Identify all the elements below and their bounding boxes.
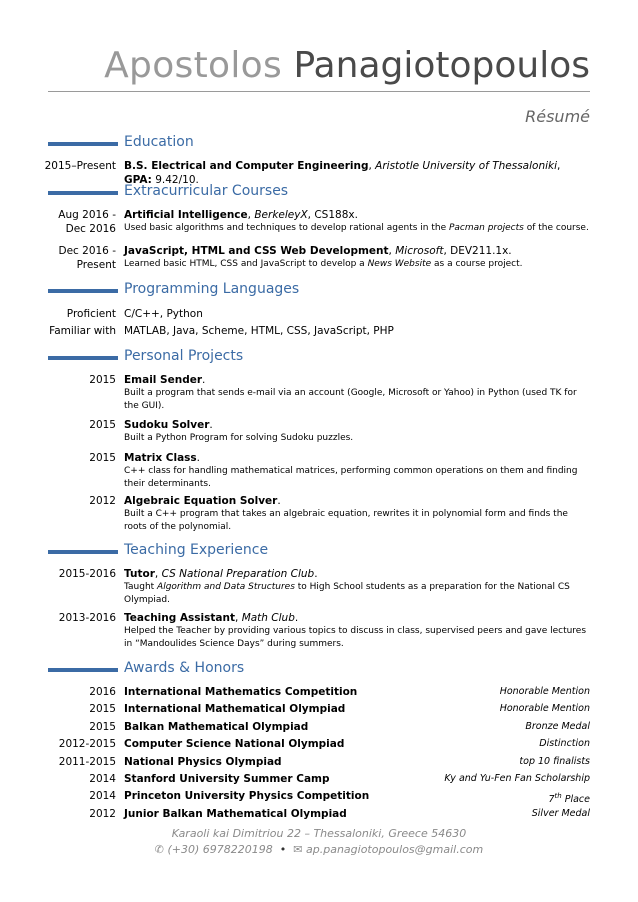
award-date: 2012 bbox=[89, 807, 116, 820]
project-name: Sudoku Solver bbox=[124, 419, 210, 431]
section-title: Programming Languages bbox=[124, 281, 300, 297]
first-name: Apostolos bbox=[104, 45, 283, 86]
projects-section bbox=[0, 349, 638, 536]
language-list: C/C++, Python bbox=[124, 308, 203, 320]
section-title: Teaching Experience bbox=[124, 542, 269, 558]
footer-phone[interactable]: (+30) 6978220198 bbox=[167, 843, 273, 856]
education-section bbox=[0, 134, 638, 186]
award-name: International Mathematical Olympiad bbox=[124, 703, 346, 716]
award-name: Stanford University Summer Camp bbox=[124, 772, 330, 785]
awards-list bbox=[0, 685, 638, 824]
course-name: JavaScript, HTML and CSS Web Development bbox=[124, 245, 389, 257]
teaching-description: Helped the Teacher by providing various topics to discuss in class, supervised peers and gave lectures in “Mandoulides Science Days” during summers. bbox=[124, 626, 587, 649]
teaching-description: Taught Algorithm and Data Structures to High School students as a preparation for the National CS Olympiad. bbox=[124, 582, 570, 605]
award-row bbox=[0, 755, 638, 772]
project-entry: 2012 Algebraic Equation Solver. Built a C++ program that takes an algebraic equation, rewrites it in polynomial form and finds the roots of the polynomial. bbox=[0, 494, 638, 536]
award-date: 2015 bbox=[89, 703, 116, 716]
award-result: Distinction bbox=[539, 738, 590, 750]
phone-icon: ✆ bbox=[154, 843, 164, 856]
entry-date: 2015-2016 bbox=[58, 568, 116, 580]
award-date: 2012-2015 bbox=[58, 738, 116, 751]
section-title: Education bbox=[124, 134, 194, 150]
course-entry: Dec 2016 - Present JavaScript, HTML and CSS Web Development, Microsoft, DEV211.1x. Learned basic HTML, CSS and JavaScript to develop a News Website as a course project. bbox=[0, 244, 638, 276]
entry-date-end: Present bbox=[76, 259, 116, 271]
section-title: Personal Projects bbox=[124, 348, 244, 364]
award-row bbox=[0, 807, 638, 824]
course-name: Artificial Intelligence bbox=[124, 209, 248, 221]
language-level: Proficient bbox=[66, 308, 116, 320]
award-date: 2016 bbox=[89, 686, 116, 698]
languages-section bbox=[0, 282, 638, 341]
language-row bbox=[0, 307, 638, 324]
course-entry: Aug 2016 - Dec 2016 Artificial Intelligence, BerkeleyX, CS188x. Used basic algorithms and techniques to develop rational agents in the Pacman projects of the course. bbox=[58, 209, 589, 235]
award-result: Honorable Mention bbox=[499, 686, 590, 697]
award-name: Computer Science National Olympiad bbox=[124, 738, 345, 751]
section-bar bbox=[48, 142, 118, 146]
degree: B.S. Electrical and Computer Engineering bbox=[124, 160, 369, 172]
section-bar bbox=[48, 191, 118, 195]
entry-date-end: Dec 2016 bbox=[65, 223, 116, 235]
section-bar bbox=[48, 668, 118, 672]
awards-section bbox=[0, 661, 638, 824]
award-result: Ky and Yu-Fen Fan Scholarship bbox=[444, 772, 590, 784]
award-name: Princeton University Physics Competition bbox=[124, 790, 370, 803]
header-rule bbox=[48, 91, 590, 92]
extracurricular-section bbox=[0, 184, 638, 276]
award-date: 2014 bbox=[89, 790, 116, 803]
entry-date: 2015 bbox=[89, 419, 116, 431]
award-name: Balkan Mathematical Olympiad bbox=[124, 720, 309, 733]
award-result: Bronze Medal bbox=[525, 720, 590, 732]
teaching-entry: 2015-2016 Tutor, CS National Preparation Club. Taught Algorithm and Data Structures to High School students as a preparation for the National CS Olympiad. bbox=[0, 567, 638, 611]
teaching-role: Tutor bbox=[124, 568, 155, 580]
award-row bbox=[0, 685, 638, 702]
resume-subtitle: Résumé bbox=[525, 107, 590, 126]
project-description: Built a C++ program that takes an algebraic equation, rewrites it in polynomial form and finds the roots of the polynomial. bbox=[124, 509, 568, 532]
award-row bbox=[0, 772, 638, 789]
section-title: Awards & Honors bbox=[124, 660, 245, 676]
resume-name bbox=[104, 45, 590, 86]
award-result: 7th Place bbox=[548, 792, 590, 806]
award-result: Honorable Mention bbox=[499, 703, 590, 715]
footer-address: Karaoli kai Dimitriou 22 – Thessaloniki, Greece 54630 bbox=[171, 827, 467, 840]
teaching-org: Math Club bbox=[241, 612, 295, 624]
award-date: 2011-2015 bbox=[58, 755, 116, 768]
course-code: CS188x. bbox=[314, 209, 358, 221]
award-result: Silver Medal bbox=[531, 807, 590, 819]
section-bar bbox=[48, 289, 118, 293]
award-name: Junior Balkan Mathematical Olympiad bbox=[124, 807, 347, 820]
gpa-value: 9.42/10. bbox=[155, 174, 199, 186]
entry-date-start: Aug 2016 - bbox=[58, 209, 116, 221]
footer-contact bbox=[0, 843, 638, 856]
project-name: Matrix Class bbox=[124, 452, 197, 464]
envelope-icon: ✉ bbox=[293, 843, 303, 856]
language-list: MATLAB, Java, Scheme, HTML, CSS, JavaScript, PHP bbox=[124, 325, 394, 337]
award-result: top 10 finalists bbox=[519, 755, 590, 767]
award-date: 2015 bbox=[89, 720, 116, 733]
section-bar bbox=[48, 550, 118, 554]
section-title: Extracurricular Courses bbox=[124, 183, 289, 199]
award-name: National Physics Olympiad bbox=[124, 755, 282, 768]
award-row bbox=[0, 789, 638, 806]
course-description: Learned basic HTML, CSS and JavaScript to develop a News Website as a course project. bbox=[124, 259, 523, 269]
language-level: Familiar with bbox=[49, 325, 116, 337]
footer-email[interactable]: ap.panagiotopoulos@gmail.com bbox=[306, 843, 484, 856]
education-entry: 2015–Present B.S. Electrical and Computer Engineering, Aristotle University of Thessaloniki, GPA: 9.42/10. bbox=[44, 160, 561, 186]
footer-separator: • bbox=[279, 843, 287, 856]
entry-date: 2013-2016 bbox=[58, 612, 116, 624]
award-row bbox=[0, 737, 638, 754]
course-provider: Microsoft bbox=[395, 245, 444, 257]
course-description: Used basic algorithms and techniques to develop rational agents in the Pacman projects of the course. bbox=[124, 223, 589, 233]
award-row bbox=[0, 720, 638, 737]
project-description: Built a Python Program for solving Sudoku puzzles. bbox=[124, 433, 354, 443]
award-name: International Mathematics Competition bbox=[124, 686, 358, 698]
teaching-section bbox=[0, 543, 638, 653]
teaching-entry: 2013-2016 Teaching Assistant, Math Club. Helped the Teacher by providing various topics to discuss in class, supervised peers and gave lectures in “Mandoulides Science Days” during summers. bbox=[0, 611, 638, 653]
project-entry: 2015 Matrix Class. C++ class for handling mathematical matrices, performing common operations on them and finding their determinants. bbox=[0, 451, 638, 493]
section-bar bbox=[48, 356, 118, 360]
project-description: Built a program that sends e-mail via an account (Google, Microsoft or Yahoo) in Python (used TK for the GUI). bbox=[124, 388, 577, 411]
course-code: DEV211.1x. bbox=[450, 245, 512, 257]
course-provider: BerkeleyX bbox=[254, 209, 308, 221]
teaching-org: CS National Preparation Club bbox=[161, 568, 315, 580]
institution: Aristotle University of Thessaloniki bbox=[375, 160, 558, 172]
project-entry: 2015 Sudoku Solver. Built a Python Program for solving Sudoku puzzles. bbox=[0, 418, 638, 448]
teaching-role: Teaching Assistant bbox=[124, 612, 235, 624]
gpa-label: GPA: bbox=[124, 174, 152, 186]
entry-date: 2012 bbox=[89, 495, 116, 507]
project-name: Algebraic Equation Solver bbox=[124, 495, 278, 507]
award-date: 2014 bbox=[89, 772, 116, 785]
entry-date: 2015–Present bbox=[44, 160, 116, 172]
award-row bbox=[0, 702, 638, 719]
project-description: C++ class for handling mathematical matrices, performing common operations on them and finding their determinants. bbox=[124, 466, 578, 489]
project-entry: 2015 Email Sender. Built a program that sends e-mail via an account (Google, Microsoft or Yahoo) in Python (used TK for the GUI). bbox=[0, 373, 638, 415]
language-row bbox=[0, 324, 638, 341]
entry-date-start: Dec 2016 - bbox=[58, 245, 116, 257]
project-name: Email Sender bbox=[124, 374, 203, 386]
entry-date: 2015 bbox=[89, 374, 116, 386]
entry-date: 2015 bbox=[89, 452, 116, 464]
last-name: Panagiotopoulos bbox=[293, 45, 590, 86]
